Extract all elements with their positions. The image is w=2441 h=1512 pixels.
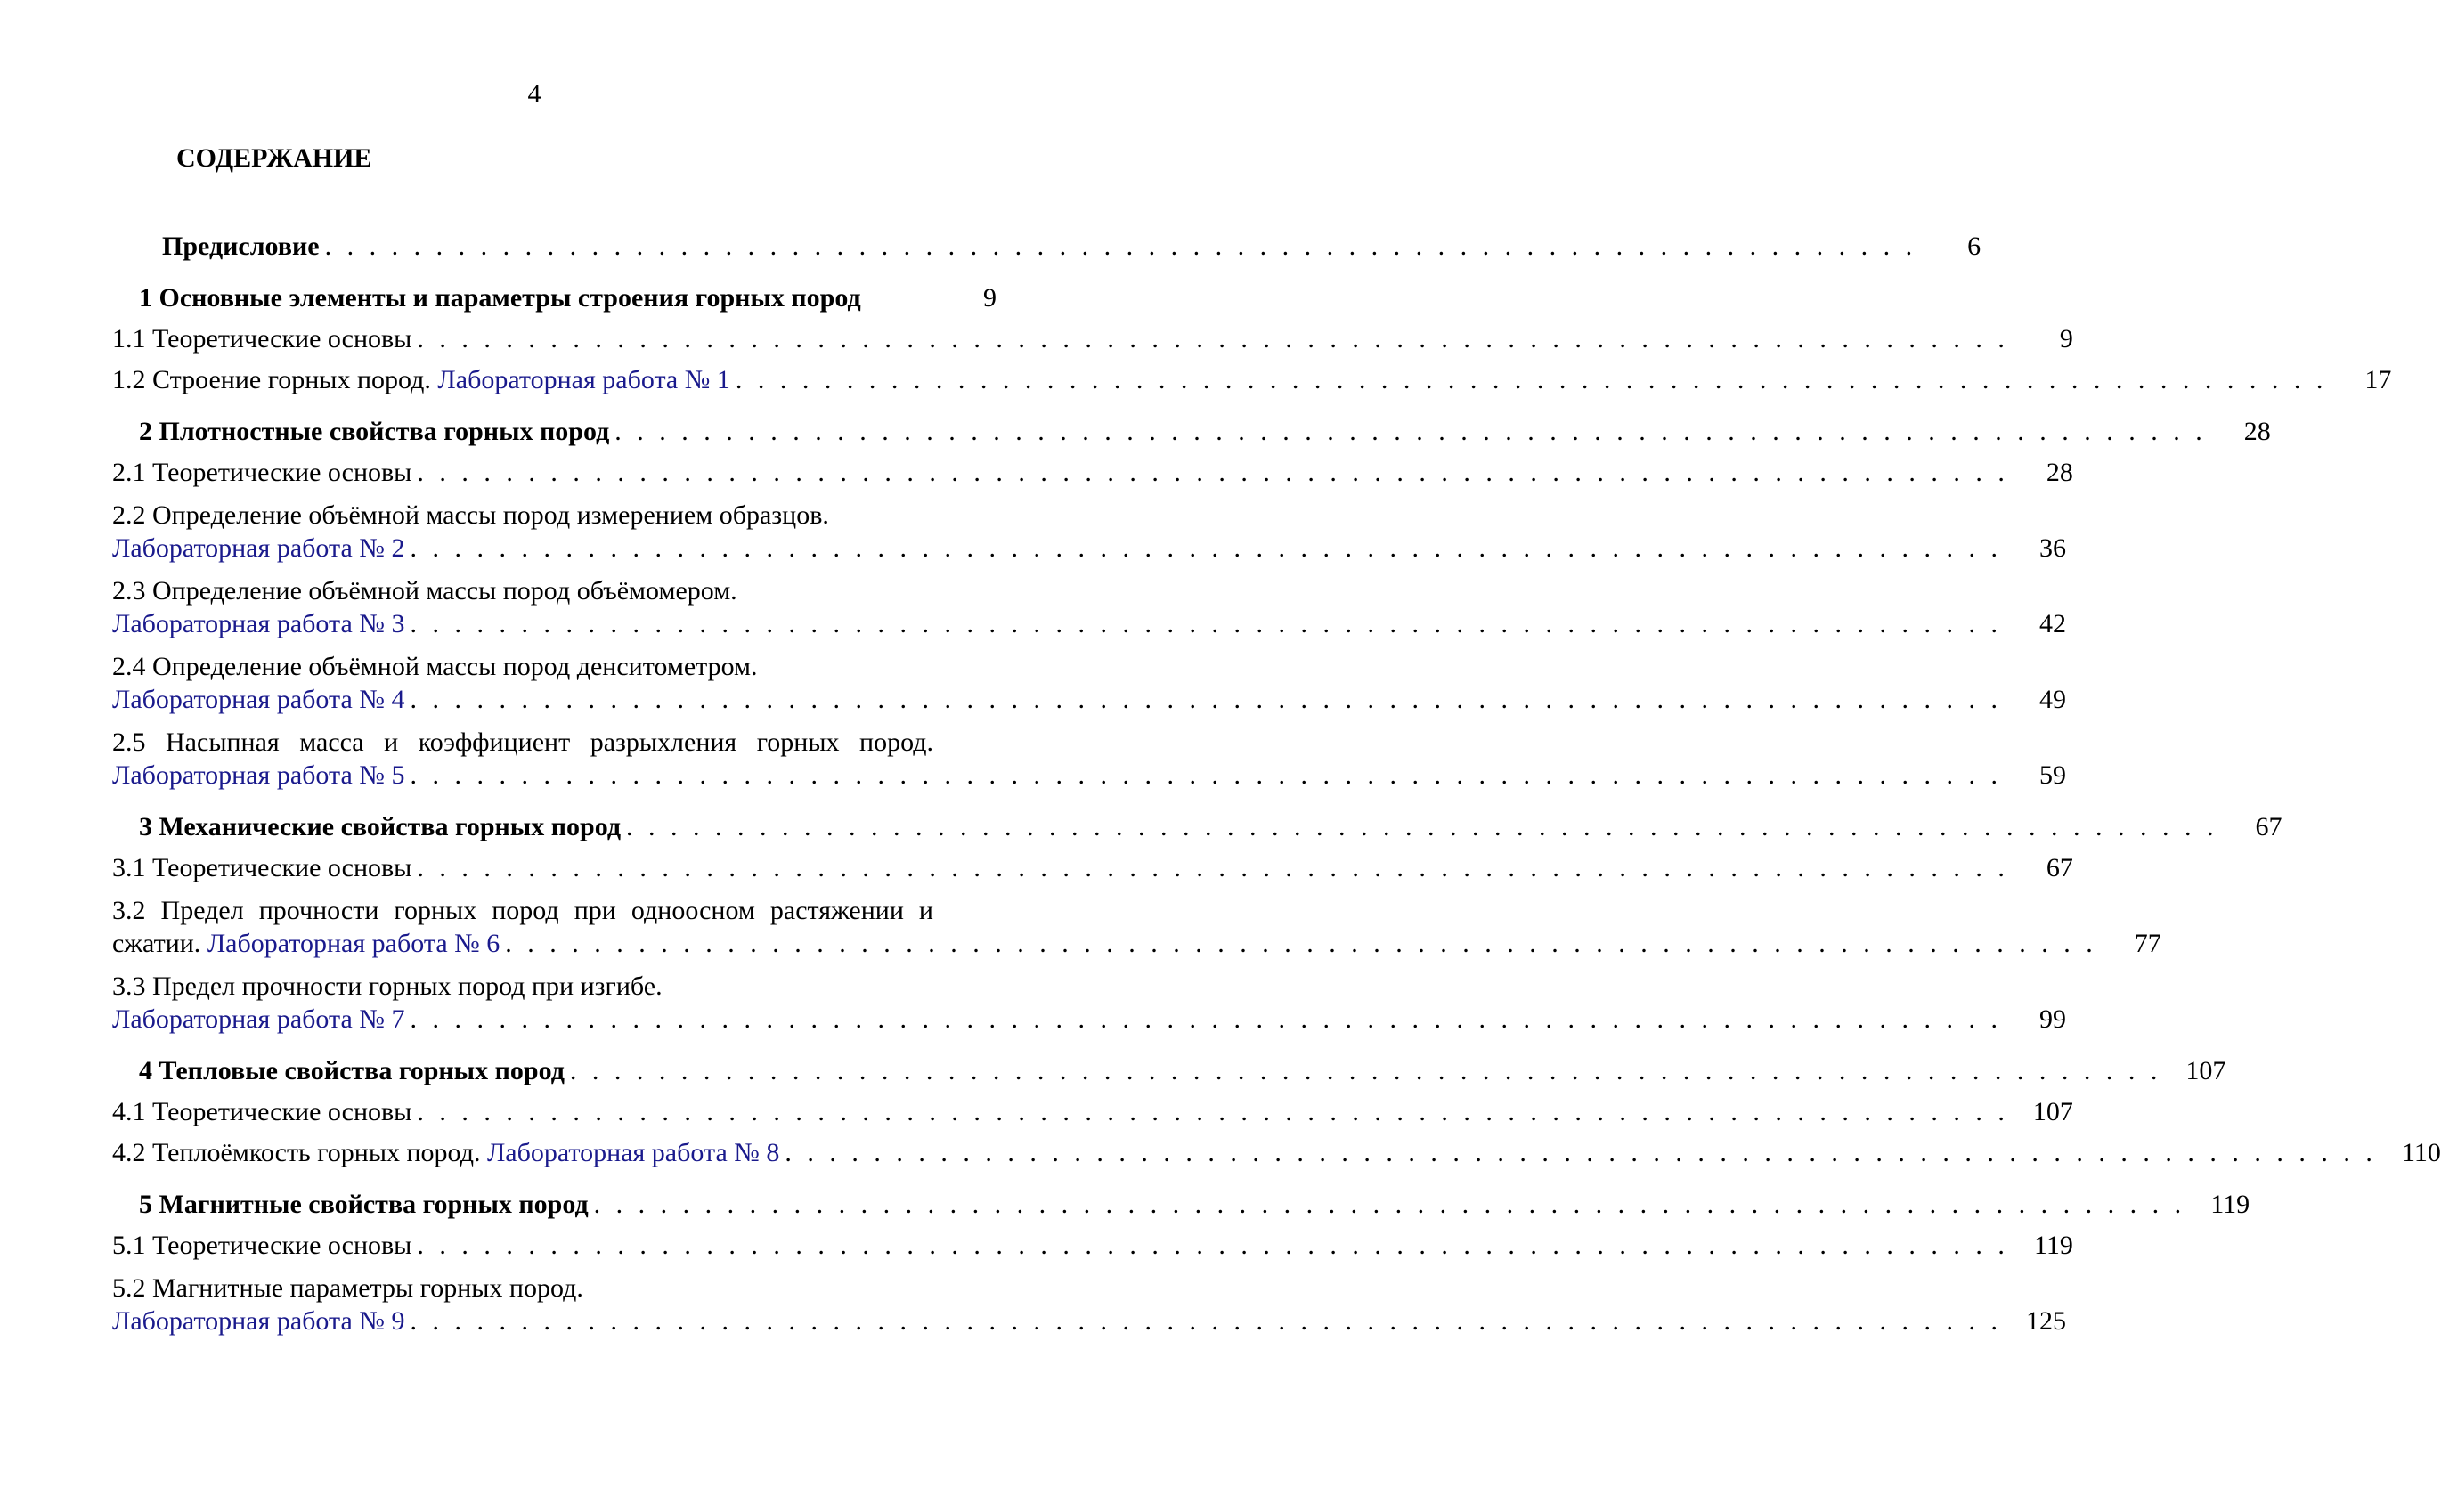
entry-title: 1.1 Теоретические основы [112,324,412,354]
toc-entry-chapter-1[interactable] [112,281,997,314]
entry-title: 2.3 Определение объёмной массы пород объёмомером. [112,576,737,606]
entry-title: 2.4 Определение объёмной массы пород денситометром. [112,652,758,681]
entry-title: 3 Механические свойства горных пород [139,812,622,841]
toc-entry-4-2[interactable] [112,1136,2441,1169]
toc-entry-preface[interactable] [112,230,1981,263]
entry-title: Предисловие [162,232,320,261]
lab-work-link[interactable]: Лабораторная работа № 4 [112,685,405,714]
entry-title: 5 Магнитные свойства горных пород [139,1190,589,1219]
lab-work-link[interactable]: Лабораторная работа № 6 [207,929,500,958]
leader-dots: . . . . . . . . . . . . . . . . . . . . . . . . . . . . . . . . . . . . . . . . . . . . . . . . . . . . . . . . . . . . . . . . . . . . . . . . [417,1231,2009,1260]
entry-title: 1.2 Строение горных пород. [112,365,431,394]
toc-entry-2-4[interactable] [112,650,2066,716]
entry-page: 28 [2243,417,2271,446]
entry-page: 6 [1967,232,1981,261]
entry-title: 4.1 Теоретические основы [112,1097,412,1126]
entry-title-wrap [112,1136,779,1169]
leader-dots: . . . . . . . . . . . . . . . . . . . . . . . . . . . . . . . . . . . . . . . . . . . . . . . . . . . . . . . . . . . . . . . . . . . . . . . . [324,232,1917,261]
toc-entry-2-5[interactable] [112,726,2066,792]
toc-entry-5-1[interactable] [112,1229,2073,1262]
page-number: 4 [527,79,541,109]
entry-title: 5.1 Теоретические основы [112,1231,412,1260]
toc-entry-5-2[interactable] [112,1272,2066,1337]
entry-page: 99 [2038,1004,2066,1034]
entry-title: 1 Основные элементы и параметры строения горных пород [139,283,861,313]
leader-dots: . . . . . . . . . . . . . . . . . . . . . . . . . . . . . . . . . . . . . . . . . . . . . . . . . . . . . . . . . . . . . . . . . . . . . . . . [614,417,2207,446]
toc-title: СОДЕРЖАНИЕ [176,143,372,173]
toc-entry-3-2[interactable] [112,894,2161,960]
entry-page: 49 [2038,685,2066,714]
entry-title-wrap [112,363,730,396]
entry-page: 67 [2255,812,2282,841]
toc-entry-4-1[interactable] [112,1095,2073,1128]
leader-dots: . . . . . . . . . . . . . . . . . . . . . . . . . . . . . . . . . . . . . . . . . . . . . . . . . . . . . . . . . . . . . . . . . . . . . . . . [410,1004,2002,1034]
entry-page: 59 [2038,760,2066,790]
entry-page: 67 [2046,853,2073,882]
leader-dots: . . . . . . . . . . . . . . . . . . . . . . . . . . . . . . . . . . . . . . . . . . . . . . . . . . . . . . . . . . . . . . . . . . . . . . . . [410,609,2002,638]
leader-dots: . . . . . . . . . . . . . . . . . . . . . . . . . . . . . . . . . . . . . . . . . . . . . . . . . . . . . . . . . . . . . . . . . . . . . . . . [410,1306,2002,1336]
entry-title: 3.2 Предел прочности горных пород при одноосном растяжении и [112,896,933,925]
entry-page: 17 [2364,365,2392,394]
toc-entry-chapter-5[interactable] [112,1188,2250,1221]
entry-title: 3.1 Теоретические основы [112,853,412,882]
leader-dots: . . . . . . . . . . . . . . . . . . . . . . . . . . . . . . . . . . . . . . . . . . . . . . . . . . . . . . . . . . . . . . . . . . . . . . . . [735,365,2328,394]
leader-dots: . . . . . . . . . . . . . . . . . . . . . . . . . . . . . . . . . . . . . . . . . . . . . . . . . . . . . . . . . . . . . . . . . . . . . . . . [417,324,2009,354]
toc-entry-2-2[interactable] [112,499,2066,565]
entry-page: 36 [2038,533,2066,563]
entry-page: 107 [2032,1097,2073,1126]
entry-title: 5.2 Магнитные параметры горных пород. [112,1273,583,1303]
entry-page: 28 [2046,458,2073,487]
lab-work-link[interactable]: Лабораторная работа № 9 [112,1306,405,1336]
entry-title: 4.2 Теплоёмкость горных пород. [112,1138,481,1167]
entry-title-wrap [112,927,500,960]
toc-entry-3-1[interactable] [112,851,2073,884]
leader-dots: . . . . . . . . . . . . . . . . . . . . . . . . . . . . . . . . . . . . . . . . . . . . . . . . . . . . . . . . . . . . . . . . . . . . . . . . [410,760,2002,790]
entry-title: 4 Тепловые свойства горных пород [139,1056,565,1085]
leader-dots: . . . . . . . . . . . . . . . . . . . . . . . . . . . . . . . . . . . . . . . . . . . . . . . . . . . . . . . . . . . . . . . . . . . . . . . . [593,1190,2186,1219]
entry-page: 9 [2059,324,2073,354]
leader-dots: . . . . . . . . . . . . . . . . . . . . . . . . . . . . . . . . . . . . . . . . . . . . . . . . . . . . . . . . . . . . . . . . . . . . . . . . [626,812,2218,841]
entry-page: 77 [2134,929,2161,958]
toc-entry-2-3[interactable] [112,574,2066,640]
leader-dots: . . . . . . . . . . . . . . . . . . . . . . . . . . . . . . . . . . . . . . . . . . . . . . . . . . . . . . . . . . . . . . . . . . . . . . . . [785,1138,2377,1167]
entry-page: 125 [2025,1306,2066,1336]
toc-entry-chapter-4[interactable] [112,1054,2226,1087]
entry-page: 110 [2402,1138,2441,1167]
entry-page: 9 [983,283,997,313]
toc-entry-1-2[interactable] [112,363,2392,396]
entry-page: 119 [2033,1231,2073,1260]
entry-title: 3.3 Предел прочности горных пород при изгибе. [112,971,663,1001]
table-of-contents [112,230,2441,1337]
lab-work-link[interactable]: Лабораторная работа № 8 [486,1138,780,1167]
entry-page: 119 [2210,1190,2250,1219]
entry-title: 2.2 Определение объёмной массы пород измерением образцов. [112,500,829,530]
lab-work-link[interactable]: Лабораторная работа № 1 [437,365,730,394]
lab-work-link[interactable]: Лабораторная работа № 3 [112,609,405,638]
entry-page: 42 [2038,609,2066,638]
leader-dots: . . . . . . . . . . . . . . . . . . . . . . . . . . . . . . . . . . . . . . . . . . . . . . . . . . . . . . . . . . . . . . . . . . . . . . . . [417,1097,2009,1126]
toc-entry-1-1[interactable] [112,322,2073,355]
toc-entry-3-3[interactable] [112,970,2066,1036]
lab-work-link[interactable]: Лабораторная работа № 2 [112,533,405,563]
toc-entry-chapter-3[interactable] [112,810,2282,843]
lab-work-link[interactable]: Лабораторная работа № 5 [112,760,405,790]
toc-entry-2-1[interactable] [112,456,2073,489]
lab-work-link[interactable]: Лабораторная работа № 7 [112,1004,405,1034]
entry-title: 2.1 Теоретические основы [112,458,412,487]
toc-entry-chapter-2[interactable] [112,415,2271,448]
leader-dots: . . . . . . . . . . . . . . . . . . . . . . . . . . . . . . . . . . . . . . . . . . . . . . . . . . . . . . . . . . . . . . . . . . . . . . . . [569,1056,2162,1085]
leader-dots: . . . . . . . . . . . . . . . . . . . . . . . . . . . . . . . . . . . . . . . . . . . . . . . . . . . . . . . . . . . . . . . . . . . . . . . . [410,685,2002,714]
entry-page: 107 [2185,1056,2226,1085]
leader-dots: . . . . . . . . . . . . . . . . . . . . . . . . . . . . . . . . . . . . . . . . . . . . . . . . . . . . . . . . . . . . . . . . . . . . . . . . [410,533,2002,563]
entry-title: 2 Плотностные свойства горных пород [139,417,610,446]
leader-dots: . . . . . . . . . . . . . . . . . . . . . . . . . . . . . . . . . . . . . . . . . . . . . . . . . . . . . . . . . . . . . . . . . . . . . . . . [417,458,2009,487]
leader-dots: . . . . . . . . . . . . . . . . . . . . . . . . . . . . . . . . . . . . . . . . . . . . . . . . . . . . . . . . . . . . . . . . . . . . . . . . [505,929,2097,958]
entry-title-cont: сжатии. [112,929,201,958]
entry-title: 2.5 Насыпная масса и коэффициент разрыхления горных пород. [112,728,933,757]
leader-dots: . . . . . . . . . . . . . . . . . . . . . . . . . . . . . . . . . . . . . . . . . . . . . . . . . . . . . . . . . . . . . . . . . . . . . . . . [417,853,2009,882]
